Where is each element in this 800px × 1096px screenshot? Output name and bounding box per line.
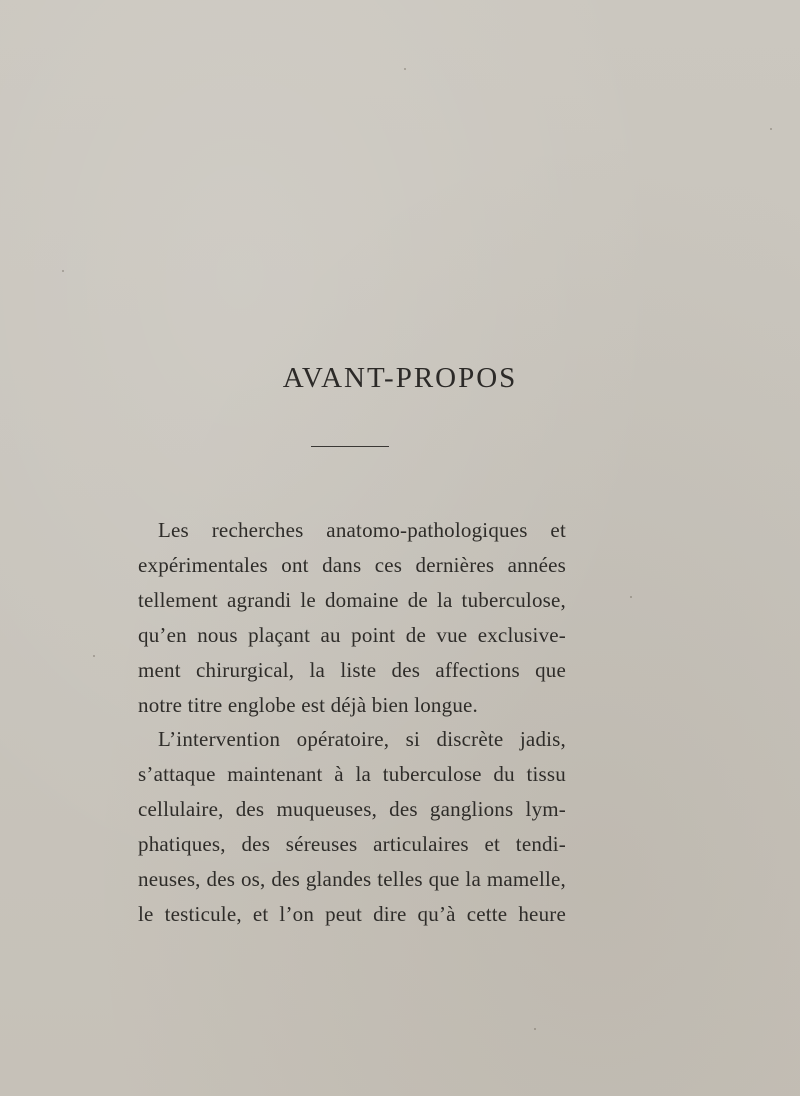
- text-line: expérimentales ont dans ces dernières années: [138, 552, 566, 577]
- text-line: le testicule, et l’on peut dire qu’à cette heure: [138, 901, 566, 926]
- text-line: s’attaque maintenant à la tuberculose du tissu: [138, 762, 566, 787]
- text-line: qu’en nous plaçant au point de vue exclusive-: [138, 622, 566, 647]
- paper-speck: [404, 68, 406, 70]
- paragraph: [138, 513, 566, 722]
- text-line: neuses, des os, des glandes telles que la mamelle,: [138, 867, 566, 892]
- paper-speck: [630, 596, 632, 598]
- text-line: cellulaire, des muqueuses, des ganglions lym-: [138, 797, 566, 822]
- text-line: notre titre englobe est déjà bien longue.: [138, 692, 479, 717]
- page-title: AVANT-PROPOS: [282, 362, 518, 394]
- text-line: Les recherches anatomo-pathologiques et: [158, 518, 566, 542]
- paper-speck: [62, 270, 64, 272]
- text-line: ment chirurgical, la liste des affections que: [138, 657, 566, 682]
- title-divider: [311, 446, 389, 447]
- text-line: tellement agrandi le domaine de la tuberculose,: [138, 587, 566, 612]
- paragraph: [138, 722, 566, 931]
- paper-speck: [770, 128, 772, 130]
- paper-speck: [93, 655, 95, 657]
- paper-speck: [534, 1028, 536, 1030]
- text-line: L’intervention opératoire, si discrète jadis,: [158, 727, 566, 752]
- body-text: [138, 513, 566, 932]
- text-line: phatiques, des séreuses articulaires et tendi-: [138, 832, 566, 857]
